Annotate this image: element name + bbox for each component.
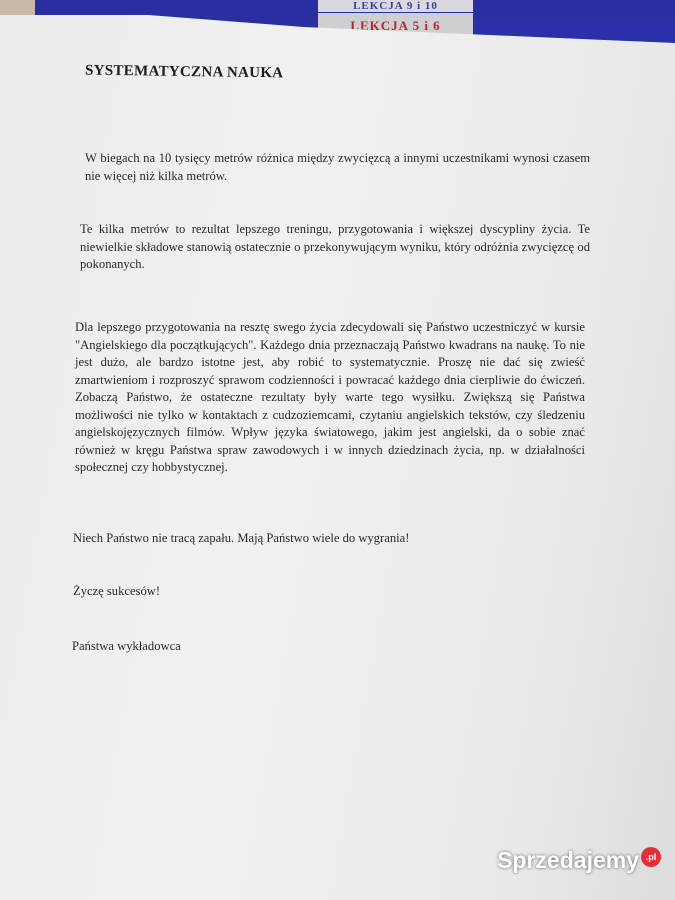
paragraph-3: Dla lepszego przygotowania na resztę swego życia zdecydowali się Państwo uczestniczyć w kursie "Angielskiego dla początkujących". Każdego dnia przeznaczają Państwo kwadrans na naukę. To nie jest dużo, ale bardzo istotne jest, aby robić to systematycznie. Proszę nie dać się zwieść zmartwieniom i rozproszyć sprawom codzienności i powracać każdego dnia cierpliwie do ćwiczeń. Zobaczą Państwo, że ostateczne rezultaty były warte tego wysiłku. Zwiększą się Państwa możliwości nie tylko w kontaktach z cudzoziemcami, czytaniu angielskich tekstów, czy śledzeniu angielskojęzycznych filmów. Wpływ języka światowego, jakim jest angielski, da o sobie znać również w kręgu Państwa spraw zawodowych i w innych dziedzinach życia, np. w działalności społecznej czy hobbystycznej. [75,320,585,474]
watermark-badge: .pl [641,847,661,867]
closing-wish: Życzę sukcesów! [73,584,161,598]
watermark-text: Sprzedajemy [497,847,639,873]
signature: Państwa wykładowca [72,639,181,653]
paragraph-4: Niech Państwo nie tracą zapału. Mają Państwo wiele do wygrania! [73,531,410,545]
lesson-tab-back: LEKCJA 9 i 10 [318,0,473,12]
document-title: SYSTEMATYCZNA NAUKA [84,62,284,82]
paragraph-2: Te kilka metrów to rezultat lepszego treningu, przygotowania i większej dyscypliny życia. Te niewielkie składowe stanowią ostatecznie o przekonywującym wyniku, który odróżnia zwycięzcę od pokonanych. [80,222,590,271]
watermark-logo [497,847,661,874]
lesson-tab-front: LEKCJA 5 i 6 [318,13,473,39]
paragraph-1: W biegach na 10 tysięcy metrów różnica między zwycięzcą a innymi uczestnikami wynosi czasem nie więcej niż kilka metrów. [85,151,590,183]
